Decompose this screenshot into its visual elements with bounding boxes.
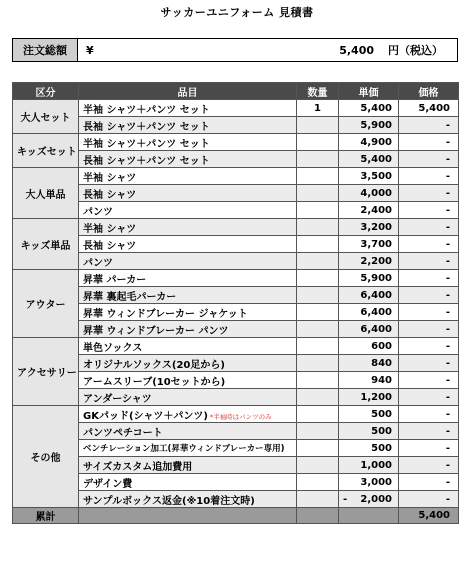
- quantity-cell[interactable]: [297, 304, 339, 321]
- item-name: パンツ: [83, 257, 113, 269]
- quantity-cell[interactable]: [297, 389, 339, 406]
- unit-price-cell: 6,400: [339, 287, 399, 304]
- table-row: [13, 491, 459, 508]
- table-row: [13, 338, 459, 355]
- unit-price-cell: 840: [339, 355, 399, 372]
- yen-symbol: ¥: [86, 43, 94, 57]
- item-cell: [79, 457, 297, 474]
- unit-price-cell: 6,400: [339, 304, 399, 321]
- line-amount-cell: -: [399, 287, 459, 304]
- line-amount-cell: -: [399, 457, 459, 474]
- line-amount-cell: -: [399, 355, 459, 372]
- quantity-cell[interactable]: [297, 117, 339, 134]
- item-cell: [79, 440, 297, 457]
- line-amount-cell: -: [399, 168, 459, 185]
- summary-amount: 5,400: [399, 508, 459, 524]
- price-value: 2,000: [360, 493, 392, 505]
- table-row: [13, 117, 459, 134]
- item-cell: [79, 168, 297, 185]
- item-name: 長袖 シャツ＋パンツ セット: [83, 121, 210, 133]
- quantity-cell[interactable]: [297, 168, 339, 185]
- item-name: 昇華 ウィンドブレーカー ジャケット: [83, 308, 248, 320]
- order-total-box: [12, 38, 458, 62]
- line-amount-cell: -: [399, 202, 459, 219]
- item-cell: [79, 304, 297, 321]
- quantity-cell[interactable]: 1: [297, 100, 339, 117]
- table-row: [13, 321, 459, 338]
- item-cell: [79, 321, 297, 338]
- item-name: 昇華 ウィンドブレーカー パンツ: [83, 325, 229, 337]
- line-amount-cell: -: [399, 321, 459, 338]
- quantity-cell[interactable]: [297, 151, 339, 168]
- table-row: [13, 219, 459, 236]
- table-row: [13, 474, 459, 491]
- quantity-cell[interactable]: [297, 423, 339, 440]
- summary-item-cell: [79, 508, 297, 524]
- unit-price-cell: 940: [339, 372, 399, 389]
- unit-price-cell: 6,400: [339, 321, 399, 338]
- header-category: 区分: [13, 83, 79, 100]
- table-row: [13, 372, 459, 389]
- header-price: 単価: [339, 83, 399, 100]
- line-amount-cell: -: [399, 372, 459, 389]
- item-cell: [79, 253, 297, 270]
- item-cell: [79, 389, 297, 406]
- quantity-cell[interactable]: [297, 321, 339, 338]
- header-item: 品目: [79, 83, 297, 100]
- quantity-cell[interactable]: [297, 491, 339, 508]
- unit-price-cell: 1,200: [339, 389, 399, 406]
- item-cell: [79, 219, 297, 236]
- unit-price-cell: 3,200: [339, 219, 399, 236]
- table-row: [13, 406, 459, 423]
- item-cell: [79, 185, 297, 202]
- table-row: [13, 287, 459, 304]
- quantity-cell[interactable]: [297, 236, 339, 253]
- item-name: オリジナルソックス(20足から): [83, 359, 225, 371]
- line-amount-cell: -: [399, 406, 459, 423]
- item-note: *半袖時はパンツのみ: [209, 412, 272, 421]
- line-amount-cell: -: [399, 389, 459, 406]
- item-cell: [79, 202, 297, 219]
- table-row: [13, 168, 459, 185]
- unit-price-cell: 500: [339, 440, 399, 457]
- unit-price-cell: 5,900: [339, 270, 399, 287]
- header-qty: 数量: [297, 83, 339, 100]
- line-amount-cell: -: [399, 338, 459, 355]
- item-cell: [79, 100, 297, 117]
- category-cell: 大人単品: [13, 168, 79, 219]
- item-cell: [79, 491, 297, 508]
- quantity-cell[interactable]: [297, 372, 339, 389]
- table-row: [13, 440, 459, 457]
- line-amount-cell: -: [399, 491, 459, 508]
- order-total-label: 注文総額: [13, 39, 78, 61]
- unit-price-cell: 5,400: [339, 100, 399, 117]
- item-name: 半袖 シャツ: [83, 223, 137, 235]
- item-name: 長袖 シャツ＋パンツ セット: [83, 155, 210, 167]
- order-total-unit: 円（税込）: [388, 44, 443, 57]
- line-amount-cell: -: [399, 304, 459, 321]
- header-amount: 価格: [399, 83, 459, 100]
- category-cell: その他: [13, 406, 79, 508]
- table-row: [13, 100, 459, 117]
- table-body: [13, 100, 459, 508]
- quantity-cell[interactable]: [297, 287, 339, 304]
- summary-row: [13, 508, 459, 524]
- item-name: ベンチレーション加工(昇華ウィンドブレーカー専用): [83, 444, 285, 454]
- unit-price-cell: 500: [339, 423, 399, 440]
- table-row: [13, 270, 459, 287]
- item-name: 半袖 シャツ＋パンツ セット: [83, 104, 210, 116]
- unit-price-cell: 2,200: [339, 253, 399, 270]
- item-name: サンプルボックス返金(※10着注文時): [83, 495, 255, 507]
- document-title: サッカーユニフォーム 見積書: [160, 6, 314, 19]
- line-amount-cell: -: [399, 236, 459, 253]
- table-row: [13, 236, 459, 253]
- line-amount-cell: -: [399, 423, 459, 440]
- category-cell: アクセサリー: [13, 338, 79, 406]
- line-amount-cell: -: [399, 474, 459, 491]
- item-cell: [79, 151, 297, 168]
- summary-price-cell: [339, 508, 399, 524]
- item-cell: [79, 270, 297, 287]
- unit-price-cell: 2,400: [339, 202, 399, 219]
- unit-price-cell: 1,000: [339, 457, 399, 474]
- item-cell: [79, 117, 297, 134]
- unit-price-cell: 3,700: [339, 236, 399, 253]
- item-name: アームスリーブ(10セットから): [83, 376, 226, 388]
- item-cell: [79, 474, 297, 491]
- line-amount-cell: -: [399, 185, 459, 202]
- unit-price-cell: 5,400: [339, 151, 399, 168]
- item-name: デザイン費: [83, 478, 133, 490]
- table-row: [13, 202, 459, 219]
- order-total-value: 5,400: [339, 43, 374, 57]
- quantity-cell[interactable]: [297, 202, 339, 219]
- summary-qty-cell: [297, 508, 339, 524]
- unit-price-cell: [339, 491, 399, 508]
- table-row: [13, 355, 459, 372]
- table-row: [13, 134, 459, 151]
- quantity-cell[interactable]: [297, 355, 339, 372]
- item-name: 昇華 パーカー: [83, 274, 147, 286]
- line-amount-cell: 5,400: [399, 100, 459, 117]
- item-name: パンツ: [83, 206, 113, 218]
- table-row: [13, 389, 459, 406]
- item-name: 長袖 シャツ: [83, 240, 137, 252]
- table-row: [13, 151, 459, 168]
- category-cell: キッズセット: [13, 134, 79, 168]
- item-name: パンツペチコート: [83, 427, 163, 439]
- table-header-row: [13, 83, 459, 100]
- category-cell: キッズ単品: [13, 219, 79, 270]
- item-name: アンダーシャツ: [83, 393, 152, 405]
- item-name: 半袖 シャツ: [83, 172, 137, 184]
- item-cell: [79, 134, 297, 151]
- line-amount-cell: -: [399, 440, 459, 457]
- item-cell: [79, 355, 297, 372]
- line-amount-cell: -: [399, 134, 459, 151]
- item-name: 単色ソックス: [83, 342, 143, 354]
- quantity-cell[interactable]: [297, 185, 339, 202]
- unit-price-cell: 5,900: [339, 117, 399, 134]
- category-cell: アウター: [13, 270, 79, 338]
- item-name: 半袖 シャツ＋パンツ セット: [83, 138, 210, 150]
- line-amount-cell: -: [399, 270, 459, 287]
- unit-price-cell: 4,000: [339, 185, 399, 202]
- quantity-cell[interactable]: [297, 440, 339, 457]
- quantity-cell[interactable]: [297, 406, 339, 423]
- quantity-cell[interactable]: [297, 219, 339, 236]
- unit-price-cell: 500: [339, 406, 399, 423]
- order-total-amount: [126, 39, 457, 61]
- category-cell: 大人セット: [13, 100, 79, 134]
- item-name: サイズカスタム追加費用: [83, 461, 193, 473]
- summary-label: 累計: [13, 508, 79, 524]
- unit-price-cell: 4,900: [339, 134, 399, 151]
- item-name: 長袖 シャツ: [83, 189, 137, 201]
- item-name: 昇華 裏起毛パーカー: [83, 291, 177, 303]
- table-row: [13, 185, 459, 202]
- line-amount-cell: -: [399, 219, 459, 236]
- item-cell: [79, 372, 297, 389]
- line-amount-cell: -: [399, 117, 459, 134]
- line-amount-cell: -: [399, 151, 459, 168]
- table-row: [13, 253, 459, 270]
- quantity-cell[interactable]: [297, 270, 339, 287]
- item-cell: [79, 236, 297, 253]
- item-cell: [79, 287, 297, 304]
- table-row: [13, 423, 459, 440]
- unit-price-cell: 3,000: [339, 474, 399, 491]
- quantity-cell[interactable]: [297, 253, 339, 270]
- quantity-cell[interactable]: [297, 474, 339, 491]
- price-sign: -: [343, 493, 348, 505]
- unit-price-cell: 3,500: [339, 168, 399, 185]
- item-cell: [79, 406, 297, 423]
- line-amount-cell: -: [399, 253, 459, 270]
- item-name: GKパッド(シャツ＋パンツ): [83, 410, 208, 422]
- estimate-table: [12, 82, 459, 524]
- unit-price-cell: 600: [339, 338, 399, 355]
- item-cell: [79, 338, 297, 355]
- quantity-cell[interactable]: [297, 338, 339, 355]
- item-cell: [79, 423, 297, 440]
- quantity-cell[interactable]: [297, 457, 339, 474]
- quantity-cell[interactable]: [297, 134, 339, 151]
- table-row: [13, 457, 459, 474]
- table-row: [13, 304, 459, 321]
